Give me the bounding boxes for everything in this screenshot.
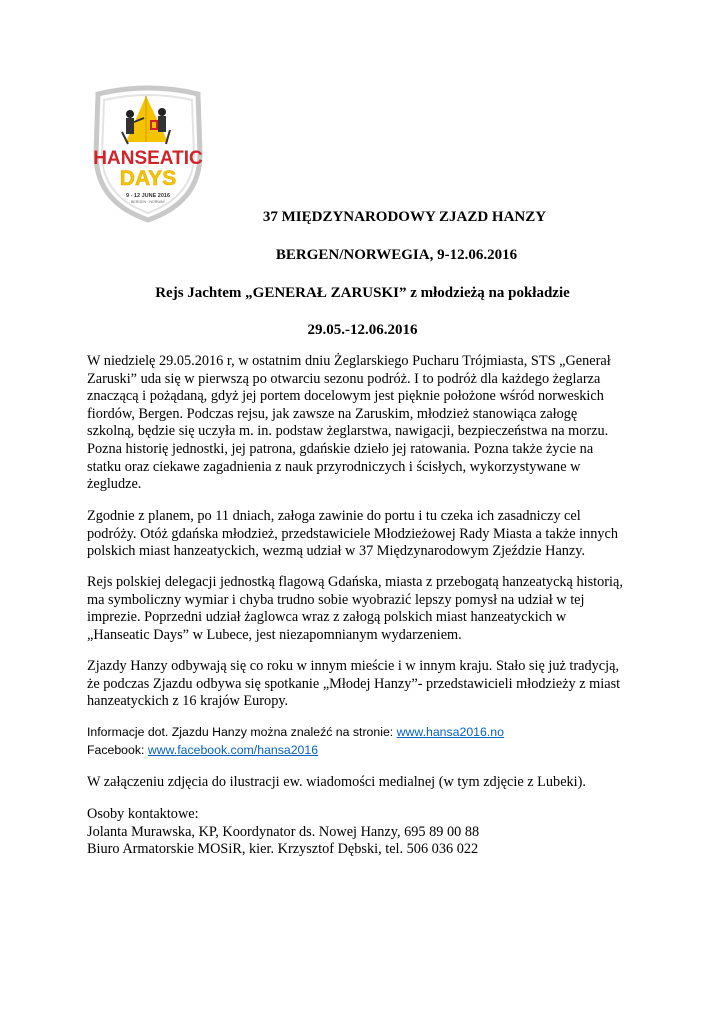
text-line: szkolną, będzie się uczyła m. in. podstaw żeglarstwa, nawigacji, bezpieczeństwa na morzu.	[87, 423, 609, 440]
heading-cruise: Rejs Jachtem „GENERAŁ ZARUSKI” z młodzieżą na pokładzie	[155, 285, 570, 301]
text-line: W załączeniu zdjęcia do ilustracji ew. wiadomości medialnej (w tym zdjęcie z Lubeki).	[87, 774, 586, 790]
attachment-note	[87, 774, 647, 792]
heading-location-dates: BERGEN/NORWEGIA, 9-12.06.2016	[275, 247, 518, 263]
text-line: Pozna historię jednostki, jej patrona, gdańskie dzieło jej ratowania. Pozna także życie na	[87, 440, 594, 457]
info-block	[87, 724, 647, 759]
contacts-block	[87, 806, 647, 859]
text-line: żegludze.	[87, 476, 142, 493]
logo-dates: 9 - 12 JUNE 2016	[125, 193, 171, 199]
text-line: statku oraz ciekawe zagadnienia z nauk przyrodniczych i ścisłych, wykorzystywane w	[87, 458, 581, 475]
info-facebook-line	[87, 742, 647, 760]
text-line: Zaruski” uda się w pierwszą po otwarciu sezonu podróż. I to podróż dla każdego żeglarza	[87, 370, 601, 387]
info-facebook-label: Facebook:	[87, 742, 148, 757]
contact-person: Biuro Armatorskie MOSiR, kier. Krzysztof Dębski, tel. 506 036 022	[87, 841, 479, 858]
heading-congress: 37 MIĘDZYNARODOWY ZJAZD HANZY	[262, 209, 547, 225]
text-line: ma symboliczny wymiar i chyba trudno sobie wyobrazić lepszy pomysł na udział w tej	[87, 591, 585, 608]
paragraph-1	[87, 353, 647, 494]
text-line: W niedzielę 29.05.2016 r, w ostatnim dniu Żeglarskiego Pucharu Trójmiasta, STS „Generał	[87, 353, 611, 369]
text-line: Zgodnie z planem, po 11 dniach, załoga zawinie do portu i tu czeka ich zasadniczy cel	[87, 508, 581, 524]
logo-title-line1: HANSEATIC	[93, 148, 203, 169]
text-line: podróży. Otóż gdańska młodzież, przedstawiciele Młodzieżowej Rady Miasta a także innych	[87, 525, 619, 542]
text-line: fiordów, Bergen. Podczas rejsu, jak zawsze na Zaruskim, młodzież stanowiąca załogę	[87, 405, 578, 422]
paragraph-3	[87, 574, 647, 644]
logo-title-line2: DAYS	[119, 167, 177, 190]
text-line: imprezie. Poprzedni udział żaglowca wraz z załogą polskich miast hanzeatyckich w	[87, 609, 567, 626]
facebook-link[interactable]: www.facebook.com/hansa2016	[147, 742, 319, 757]
paragraph-2	[87, 508, 647, 561]
contact-person: Jolanta Murawska, KP, Koordynator ds. Nowej Hanzy, 695 89 00 88	[87, 823, 480, 840]
text-line: Zjazdy Hanzy odbywają się co roku w innym mieście i w innym kraju. Stało się już tradycją,	[87, 658, 620, 674]
text-line: „Hanseatic Days” w Lubece, jest niezapomnianym wydarzeniem.	[87, 626, 462, 643]
info-website-label: Informacje dot. Zjazdu Hanzy można znaleźć na stronie:	[87, 725, 397, 739]
text-line: Rejs polskiej delegacji jednostką flagową Gdańska, miasta z przebogatą hanzeatycką historią,	[87, 574, 623, 590]
text-line: hanzeatyckich z 16 krajów Europy.	[87, 693, 289, 710]
heading-cruise-dates: 29.05.-12.06.2016	[307, 322, 418, 338]
paragraph-4	[87, 658, 647, 711]
hanseatic-days-logo	[86, 84, 210, 224]
logo-place: BERGEN · NORWAY	[130, 200, 166, 204]
text-line: polskich miast hanzeatyckich, wezmą udział w 37 Międzynarodowym Zjeździe Hanzy.	[87, 543, 586, 560]
text-line: znaczącą i pożądaną, gdyż jej portem docelowym jest pięknie położone wśród norweskich	[87, 388, 604, 405]
contacts-title: Osoby kontaktowe:	[87, 806, 199, 822]
info-website-line	[87, 724, 647, 742]
text-line: że podczas Zjazdu odbywa się spotkanie „Młodej Hanzy”- przedstawicieli młodzieży z miast	[87, 675, 621, 692]
website-link[interactable]: www.hansa2016.no	[396, 725, 504, 739]
